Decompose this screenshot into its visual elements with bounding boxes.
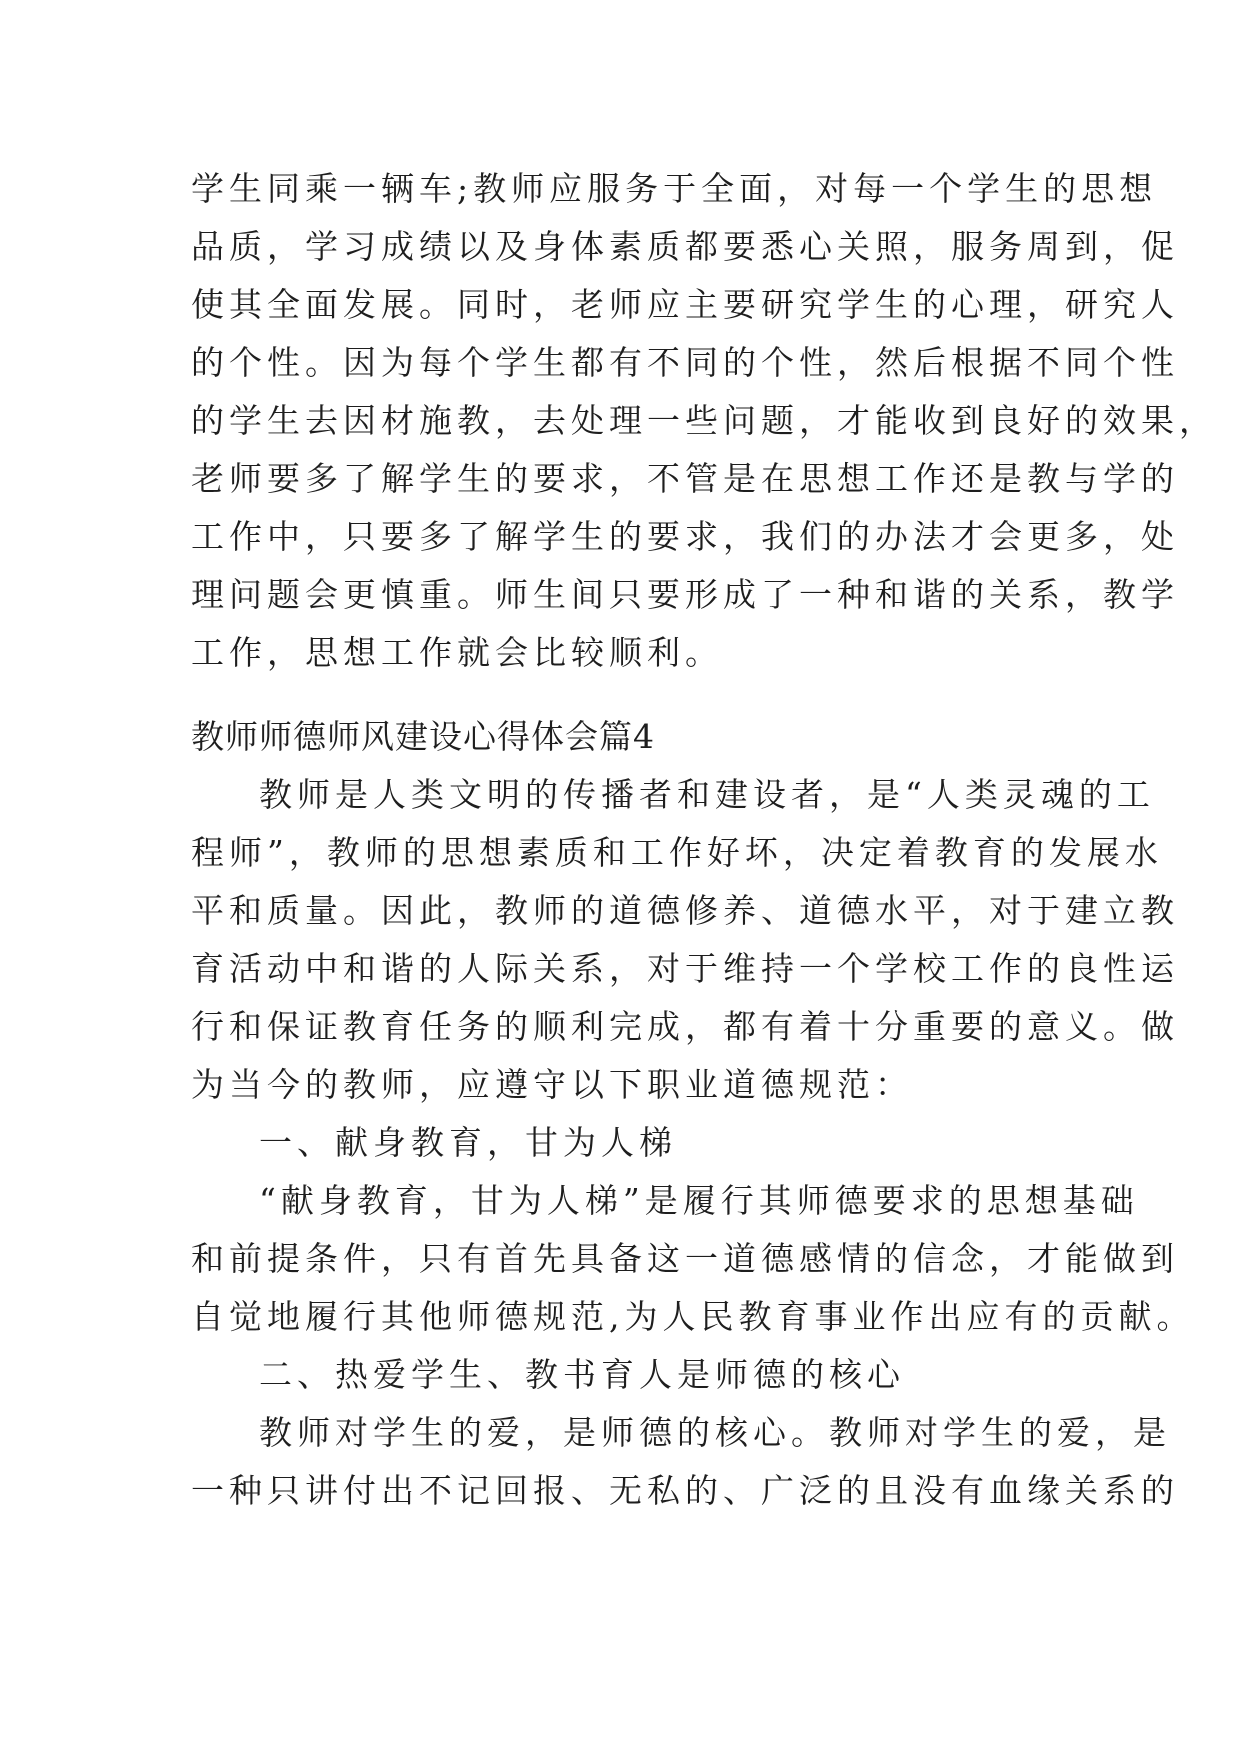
paragraph-previous (191, 160, 1217, 682)
point-one-paragraph (191, 1172, 1195, 1346)
document-body (191, 160, 1217, 1520)
intro-paragraph (191, 766, 1179, 1114)
point-two-paragraph (191, 1404, 1179, 1520)
text-line: “献身教育，甘为人梯”是履行其师德要求的思想基础 (259, 1181, 1139, 1220)
text-line: 和前提条件，只有首先具备这一道德感情的信念，才能做到 (191, 1239, 1179, 1278)
text-line: 程师”，教师的思想素质和工作好坏，决定着教育的发展水 (191, 833, 1163, 872)
text-line: 教师是人类文明的传播者和建设者，是“人类灵魂的工 (259, 775, 1155, 814)
text-line: 自觉地履行其他师德规范,为人民教育事业作出应有的贡献。 (191, 1297, 1195, 1336)
text-line: 工作，思想工作就会比较顺利。 (191, 633, 723, 672)
text-line: 的学生去因材施教，去处理一些问题，才能收到良好的效果， (191, 401, 1217, 440)
text-line: 育活动中和谐的人际关系，对于维持一个学校工作的良性运 (191, 949, 1179, 988)
text-line: 品质，学习成绩以及身体素质都要悉心关照，服务周到，促 (191, 227, 1179, 266)
text-line: 平和质量。因此，教师的道德修养、道德水平，对于建立教 (191, 891, 1179, 930)
text-line: 工作中，只要多了解学生的要求，我们的办法才会更多，处 (191, 517, 1179, 556)
section-heading: 教师师德师风建设心得体会篇4 (191, 717, 655, 756)
text-line: 理问题会更慎重。师生间只要形成了一种和谐的关系，教学 (191, 575, 1179, 614)
point-two-title: 二、热爱学生、教书育人是师德的核心 (259, 1355, 905, 1394)
text-line: 行和保证教育任务的顺利完成，都有着十分重要的意义。做 (191, 1007, 1179, 1046)
text-line: 学生同乘一辆车;教师应服务于全面，对每一个学生的思想 (191, 169, 1158, 208)
text-line: 老师要多了解学生的要求，不管是在思想工作还是教与学的 (191, 459, 1179, 498)
point-one-title: 一、献身教育，甘为人梯 (259, 1123, 677, 1162)
text-line: 使其全面发展。同时，老师应主要研究学生的心理，研究人 (191, 285, 1179, 324)
text-line: 的个性。因为每个学生都有不同的个性，然后根据不同个性 (191, 343, 1179, 382)
text-line: 为当今的教师，应遵守以下职业道德规范： (191, 1065, 913, 1104)
paragraph-gap (191, 682, 1071, 708)
text-line: 一种只讲付出不记回报、无私的、广泛的且没有血缘关系的 (191, 1471, 1179, 1510)
text-line: 教师对学生的爱，是师德的核心。教师对学生的爱，是 (259, 1413, 1171, 1452)
